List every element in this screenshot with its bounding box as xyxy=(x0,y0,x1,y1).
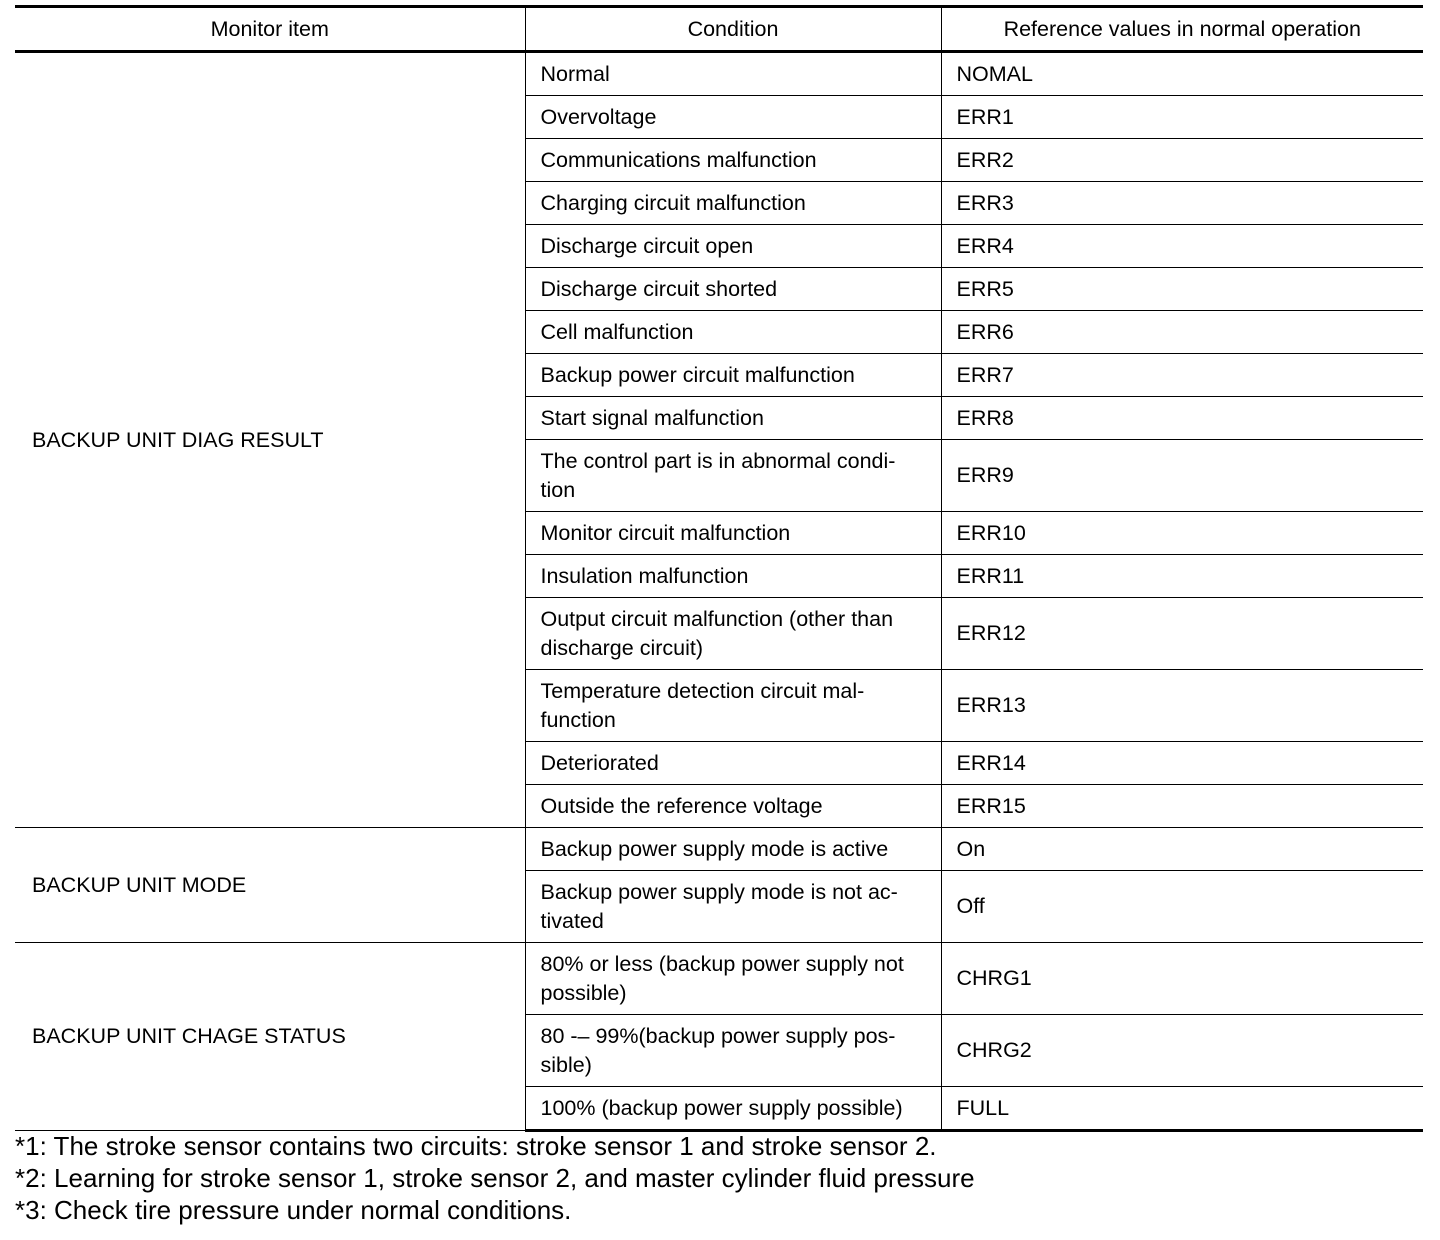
column-header-reference-values: Reference values in normal operation xyxy=(941,7,1423,52)
reference-value-cell: ERR15 xyxy=(941,785,1423,828)
reference-value-cell: ERR3 xyxy=(941,182,1423,225)
reference-value-cell: ERR1 xyxy=(941,96,1423,139)
condition-cell: Start signal malfunction xyxy=(525,397,941,440)
condition-cell: 100% (backup power supply possible) xyxy=(525,1087,941,1131)
reference-value-cell: ERR13 xyxy=(941,670,1423,742)
condition-cell: 80 -– 99%(backup power supply pos- sible) xyxy=(525,1015,941,1087)
reference-value-cell: FULL xyxy=(941,1087,1423,1131)
condition-cell: Backup power supply mode is active xyxy=(525,828,941,871)
monitor-item-cell: BACKUP UNIT DIAG RESULT xyxy=(15,52,525,828)
reference-value-cell: ERR5 xyxy=(941,268,1423,311)
condition-cell: Outside the reference voltage xyxy=(525,785,941,828)
column-header-monitor-item: Monitor item xyxy=(15,7,525,52)
reference-value-cell: ERR14 xyxy=(941,742,1423,785)
monitor-item-table xyxy=(15,5,1423,1132)
condition-cell: Charging circuit malfunction xyxy=(525,182,941,225)
column-header-condition: Condition xyxy=(525,7,941,52)
reference-value-cell: ERR9 xyxy=(941,440,1423,512)
condition-cell: Output circuit malfunction (other than discharge circuit) xyxy=(525,598,941,670)
condition-cell: Communications malfunction xyxy=(525,139,941,182)
footnote-2: *2: Learning for stroke sensor 1, stroke sensor 2, and master cylinder fluid pressure xyxy=(15,1163,975,1193)
condition-cell: The control part is in abnormal condi- tion xyxy=(525,440,941,512)
reference-value-cell: CHRG2 xyxy=(941,1015,1423,1087)
reference-value-cell: ERR4 xyxy=(941,225,1423,268)
condition-cell: Monitor circuit malfunction xyxy=(525,512,941,555)
condition-cell: Cell malfunction xyxy=(525,311,941,354)
condition-cell: Backup power circuit malfunction xyxy=(525,354,941,397)
condition-cell: Overvoltage xyxy=(525,96,941,139)
reference-value-cell: ERR6 xyxy=(941,311,1423,354)
monitor-item-cell: BACKUP UNIT CHAGE STATUS xyxy=(15,943,525,1131)
condition-cell: Discharge circuit shorted xyxy=(525,268,941,311)
table-row xyxy=(15,943,1423,1015)
footnote-3: *3: Check tire pressure under normal conditions. xyxy=(15,1195,572,1225)
reference-value-cell: CHRG1 xyxy=(941,943,1423,1015)
condition-cell: Discharge circuit open xyxy=(525,225,941,268)
table-header-row xyxy=(15,7,1423,52)
condition-cell: Insulation malfunction xyxy=(525,555,941,598)
table-row xyxy=(15,52,1423,96)
reference-value-cell: ERR11 xyxy=(941,555,1423,598)
reference-value-cell: ERR8 xyxy=(941,397,1423,440)
footnote-1: *1: The stroke sensor contains two circuits: stroke sensor 1 and stroke sensor 2. xyxy=(15,1131,937,1161)
condition-cell: Normal xyxy=(525,52,941,96)
reference-value-cell: NOMAL xyxy=(941,52,1423,96)
footnotes xyxy=(15,1130,1425,1226)
condition-cell: 80% or less (backup power supply not possible) xyxy=(525,943,941,1015)
reference-value-cell: ERR12 xyxy=(941,598,1423,670)
table-row xyxy=(15,828,1423,871)
condition-cell: Backup power supply mode is not ac- tivated xyxy=(525,871,941,943)
condition-cell: Temperature detection circuit mal- function xyxy=(525,670,941,742)
condition-cell: Deteriorated xyxy=(525,742,941,785)
reference-value-cell: ERR2 xyxy=(941,139,1423,182)
reference-value-cell: ERR7 xyxy=(941,354,1423,397)
monitor-item-cell: BACKUP UNIT MODE xyxy=(15,828,525,943)
reference-value-cell: Off xyxy=(941,871,1423,943)
reference-value-cell: On xyxy=(941,828,1423,871)
reference-value-cell: ERR10 xyxy=(941,512,1423,555)
